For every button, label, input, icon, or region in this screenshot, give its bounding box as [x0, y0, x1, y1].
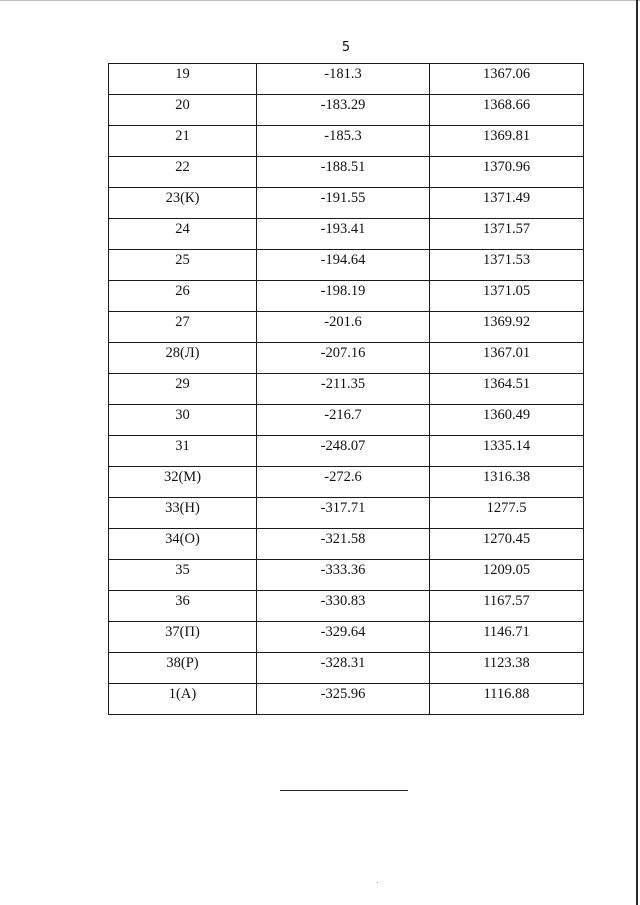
- point-number-cell: 30: [109, 405, 257, 436]
- y-coordinate-cell: 1368.66: [430, 95, 584, 126]
- point-number-cell: 19: [109, 64, 257, 95]
- table-row: [109, 653, 584, 684]
- point-number-cell: 27: [109, 312, 257, 343]
- point-number-cell: 38(Р): [109, 653, 257, 684]
- point-number-cell: 37(П): [109, 622, 257, 653]
- table-row: [109, 281, 584, 312]
- scan-speck: [377, 882, 378, 883]
- x-coordinate-cell: -333.36: [257, 560, 430, 591]
- x-coordinate-cell: -193.41: [257, 219, 430, 250]
- x-coordinate-cell: -194.64: [257, 250, 430, 281]
- y-coordinate-cell: 1335.14: [430, 436, 584, 467]
- y-coordinate-cell: 1167.57: [430, 591, 584, 622]
- point-number-cell: 24: [109, 219, 257, 250]
- x-coordinate-cell: -328.31: [257, 653, 430, 684]
- table-row: [109, 436, 584, 467]
- x-coordinate-cell: -216.7: [257, 405, 430, 436]
- y-coordinate-cell: 1371.05: [430, 281, 584, 312]
- point-number-cell: 31: [109, 436, 257, 467]
- table-row: [109, 529, 584, 560]
- y-coordinate-cell: 1364.51: [430, 374, 584, 405]
- point-number-cell: 29: [109, 374, 257, 405]
- y-coordinate-cell: 1123.38: [430, 653, 584, 684]
- x-coordinate-cell: -248.07: [257, 436, 430, 467]
- point-number-cell: 22: [109, 157, 257, 188]
- y-coordinate-cell: 1116.88: [430, 684, 584, 715]
- footer-separator-line: [280, 790, 408, 791]
- y-coordinate-cell: 1370.96: [430, 157, 584, 188]
- point-number-cell: 32(М): [109, 467, 257, 498]
- y-coordinate-cell: 1371.49: [430, 188, 584, 219]
- point-number-cell: 23(К): [109, 188, 257, 219]
- point-number-cell: 28(Л): [109, 343, 257, 374]
- point-number-cell: 25: [109, 250, 257, 281]
- table-row: [109, 343, 584, 374]
- y-coordinate-cell: 1367.06: [430, 64, 584, 95]
- table-row: [109, 157, 584, 188]
- y-coordinate-cell: 1369.92: [430, 312, 584, 343]
- page-right-edge: [636, 0, 638, 905]
- x-coordinate-cell: -188.51: [257, 157, 430, 188]
- table-row: [109, 95, 584, 126]
- table-row: [109, 591, 584, 622]
- x-coordinate-cell: -329.64: [257, 622, 430, 653]
- coordinates-table: [108, 63, 584, 715]
- y-coordinate-cell: 1367.01: [430, 343, 584, 374]
- y-coordinate-cell: 1371.53: [430, 250, 584, 281]
- coordinates-table-body: [109, 64, 584, 715]
- y-coordinate-cell: 1360.49: [430, 405, 584, 436]
- x-coordinate-cell: -272.6: [257, 467, 430, 498]
- point-number-cell: 1(А): [109, 684, 257, 715]
- point-number-cell: 35: [109, 560, 257, 591]
- x-coordinate-cell: -185.3: [257, 126, 430, 157]
- x-coordinate-cell: -330.83: [257, 591, 430, 622]
- point-number-cell: 33(Н): [109, 498, 257, 529]
- point-number-cell: 21: [109, 126, 257, 157]
- point-number-cell: 26: [109, 281, 257, 312]
- y-coordinate-cell: 1277.5: [430, 498, 584, 529]
- table-row: [109, 560, 584, 591]
- x-coordinate-cell: -198.19: [257, 281, 430, 312]
- y-coordinate-cell: 1316.38: [430, 467, 584, 498]
- table-row: [109, 622, 584, 653]
- x-coordinate-cell: -321.58: [257, 529, 430, 560]
- x-coordinate-cell: -317.71: [257, 498, 430, 529]
- table-row: [109, 219, 584, 250]
- y-coordinate-cell: 1270.45: [430, 529, 584, 560]
- x-coordinate-cell: -207.16: [257, 343, 430, 374]
- table-row: [109, 126, 584, 157]
- table-row: [109, 250, 584, 281]
- table-row: [109, 312, 584, 343]
- y-coordinate-cell: 1146.71: [430, 622, 584, 653]
- table-row: [109, 467, 584, 498]
- x-coordinate-cell: -181.3: [257, 64, 430, 95]
- table-row: [109, 405, 584, 436]
- table-row: [109, 498, 584, 529]
- x-coordinate-cell: -211.35: [257, 374, 430, 405]
- point-number-cell: 36: [109, 591, 257, 622]
- y-coordinate-cell: 1371.57: [430, 219, 584, 250]
- x-coordinate-cell: -183.29: [257, 95, 430, 126]
- table-row: [109, 188, 584, 219]
- y-coordinate-cell: 1209.05: [430, 560, 584, 591]
- x-coordinate-cell: -191.55: [257, 188, 430, 219]
- table-row: [109, 64, 584, 95]
- point-number-cell: 20: [109, 95, 257, 126]
- y-coordinate-cell: 1369.81: [430, 126, 584, 157]
- page-top-edge: [0, 0, 640, 1]
- x-coordinate-cell: -325.96: [257, 684, 430, 715]
- page-number: 5: [341, 40, 351, 55]
- table-row: [109, 374, 584, 405]
- point-number-cell: 34(О): [109, 529, 257, 560]
- x-coordinate-cell: -201.6: [257, 312, 430, 343]
- table-row: [109, 684, 584, 715]
